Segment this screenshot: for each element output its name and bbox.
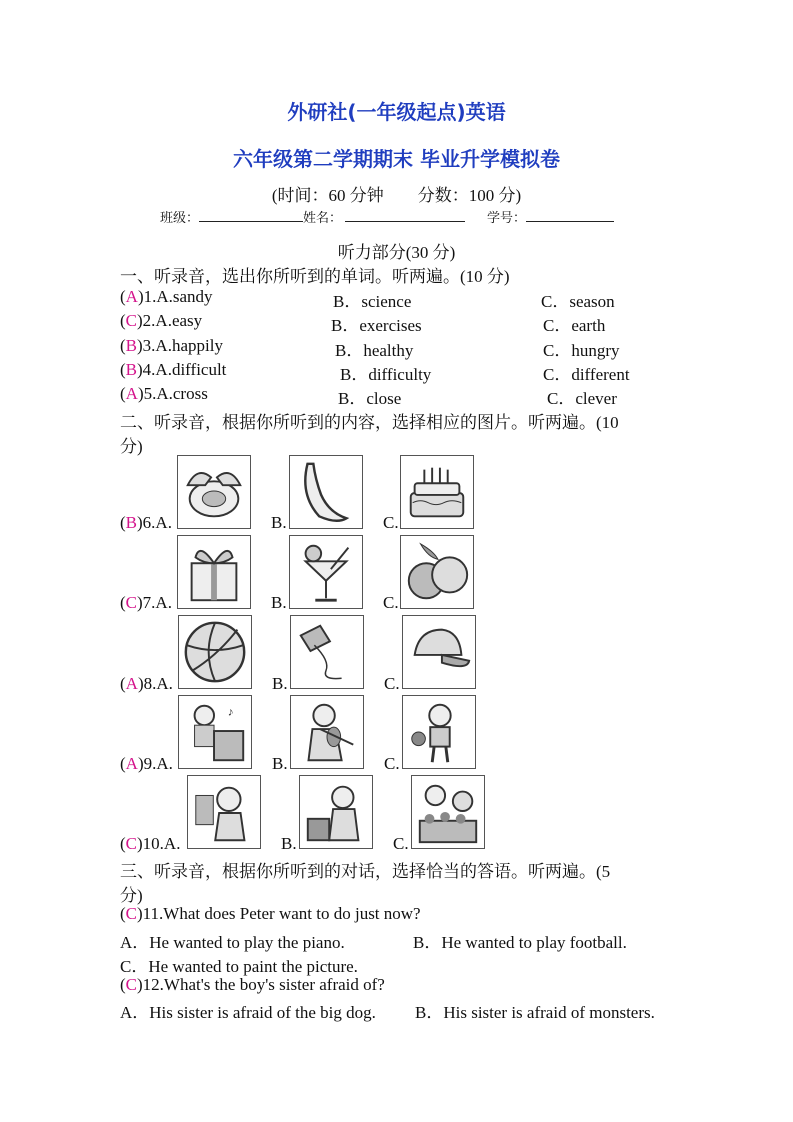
q10-stem: (C)10.A. [120, 834, 181, 853]
name-label: 姓名： [303, 211, 343, 226]
eggs-icon [177, 455, 251, 529]
ping-pong-boy-icon [402, 695, 476, 769]
q8-option-b: B. [272, 674, 288, 693]
q5-answer: A [125, 384, 138, 403]
part3-heading-line2: 分) [120, 886, 143, 905]
q7-option-b: B. [271, 593, 287, 612]
violin-girl-icon [290, 695, 364, 769]
q3-option-c: C．hungry [543, 341, 620, 360]
q12-answer: C [125, 975, 138, 994]
q11-option-c: C．He wanted to paint the picture. [120, 957, 358, 976]
q3-answer: B [125, 336, 138, 355]
q8-answer: A [125, 674, 138, 693]
class-field[interactable] [199, 207, 303, 222]
q1-option-c: C．season [541, 292, 615, 311]
q2-answer: C [125, 311, 138, 330]
gardening-kids-icon [411, 775, 485, 849]
q11-answer: C [125, 904, 138, 923]
q4-answer: B [125, 360, 138, 379]
q11-option-b: B．He wanted to play football. [413, 933, 627, 952]
class-label: 班级： [160, 211, 200, 226]
q5-option-b: B．close [338, 389, 402, 408]
q9-answer: A [125, 754, 138, 773]
q6-answer: B [125, 513, 138, 532]
gift-icon [177, 535, 251, 609]
id-label: 学号： [487, 211, 527, 226]
q8-stem: (A)8.A. [120, 674, 173, 693]
q6-option-b: B. [271, 513, 287, 532]
name-field[interactable] [345, 207, 465, 222]
id-field[interactable] [526, 207, 614, 222]
q9-option-b: B. [272, 754, 288, 773]
kite-icon [290, 615, 364, 689]
q8-option-c: C. [384, 674, 400, 693]
q9-stem: (A)9.A. [120, 754, 173, 773]
q1-stem: (A)1.A.sandy [120, 287, 213, 306]
cake-icon [400, 455, 474, 529]
cocktail-icon [289, 535, 363, 609]
q1-answer: A [125, 287, 138, 306]
piano-boy-icon [178, 695, 252, 769]
q4-option-c: C．different [543, 365, 630, 384]
page-subtitle: 六年级第二学期期末 毕业升学模拟卷 [233, 147, 560, 171]
exam-meta: (时间：60 分钟 分数：100 分) [271, 186, 522, 205]
walnut-icon [400, 535, 474, 609]
q2-option-c: C．earth [543, 316, 606, 335]
q1-option-b: B．science [333, 292, 412, 311]
q5-option-c: C．clever [547, 389, 617, 408]
q12-option-a: A．His sister is afraid of the big dog. [120, 1003, 376, 1022]
q10-option-c: C. [393, 834, 409, 853]
q3-stem: (B)3.A.happily [120, 336, 223, 355]
student-info-row [160, 207, 614, 226]
part1-heading: 一、听录音，选出你所听到的单词。听两遍。(10 分) [120, 267, 510, 286]
q7-stem: (C)7.A. [120, 593, 172, 612]
cooking-woman-icon [299, 775, 373, 849]
banana-icon [289, 455, 363, 529]
q3-option-b: B．healthy [335, 341, 414, 360]
page-title: 外研社(一年级起点)英语 [287, 100, 506, 124]
q4-option-b: B．difficulty [340, 365, 432, 384]
q11-option-a: A．He wanted to play the piano. [120, 933, 345, 952]
part2-heading-line2: 分) [120, 437, 143, 456]
q11-stem: (C)11.What does Peter want to do just now? [120, 904, 421, 923]
q12-stem: (C)12.What's the boy's sister afraid of? [120, 975, 385, 994]
q9-option-c: C. [384, 754, 400, 773]
q7-answer: C [125, 593, 138, 612]
part3-heading-line1: 三、听录音，根据你所听到的对话，选择恰当的答语。听两遍。(5 [120, 862, 611, 881]
q5-stem: (A)5.A.cross [120, 384, 208, 403]
q4-stem: (B)4.A.difficult [120, 360, 227, 379]
q6-option-c: C. [383, 513, 399, 532]
part2-heading-line1: 二、听录音，根据你所听到的内容，选择相应的图片。听两遍。(10 [120, 413, 619, 432]
listening-section-title: 听力部分(30 分) [337, 243, 456, 262]
q2-stem: (C)2.A.easy [120, 311, 203, 330]
q6-stem: (B)6.A. [120, 513, 172, 532]
q12-option-b: B．His sister is afraid of monsters. [415, 1003, 655, 1022]
q2-option-b: B．exercises [331, 316, 422, 335]
q7-option-c: C. [383, 593, 399, 612]
cap-icon [402, 615, 476, 689]
laundry-girl-icon [187, 775, 261, 849]
svg-text:♪: ♪ [227, 705, 234, 719]
q10-answer: C [125, 834, 138, 853]
q10-option-b: B. [281, 834, 297, 853]
volleyball-icon [178, 615, 252, 689]
